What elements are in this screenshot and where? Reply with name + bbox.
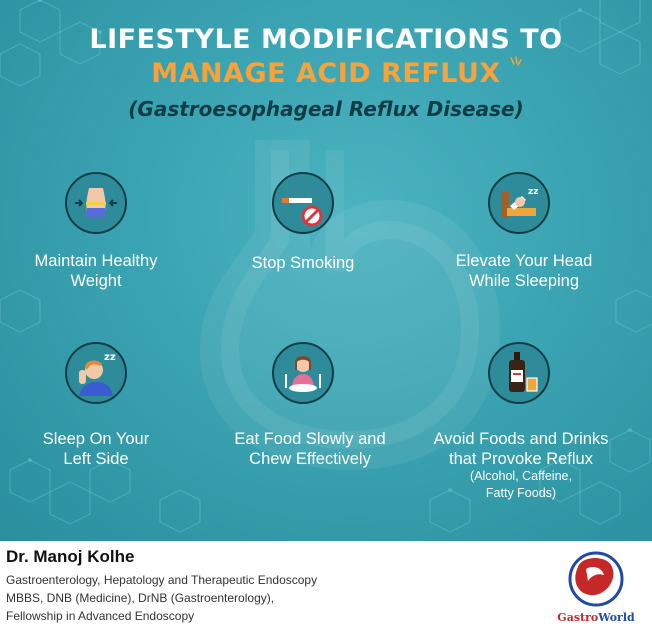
- label-maintain-healthy-weight: [0, 251, 196, 291]
- label-line: Fatty Foods): [485, 486, 557, 500]
- label-line: Elevate Your Head: [455, 252, 593, 270]
- label-line: Sleep On Your: [42, 430, 150, 448]
- doctor-footer: [0, 541, 652, 632]
- sleeping-bed-icon: [488, 172, 550, 234]
- logo-emblem-icon: [548, 547, 644, 611]
- svg-text:zz: zz: [104, 352, 116, 363]
- sleeping-person-icon: [65, 342, 127, 404]
- label-stop-smoking: [203, 253, 403, 273]
- label-line: that Provoke Reflux: [449, 450, 593, 468]
- label-sleep-on-left-side: [0, 429, 196, 469]
- label-line: Chew Effectively: [249, 450, 371, 468]
- doctor-name: Dr. Manoj Kolhe: [6, 547, 135, 566]
- label-elevate-your-head: [424, 251, 624, 291]
- label-line: (Alcohol, Caffeine,: [470, 469, 572, 483]
- title-line-1: LIFESTYLE MODIFICATIONS TO: [89, 24, 563, 55]
- label-line: Stop Smoking: [251, 254, 355, 272]
- no-smoking-icon: [272, 172, 334, 234]
- logo-text: [548, 611, 644, 624]
- liquor-bottle-icon: [488, 342, 550, 404]
- label-avoid-examples: [421, 468, 621, 502]
- gastro-world-logo: [548, 547, 644, 629]
- label-eat-food-slowly: [210, 429, 410, 469]
- label-line: Eat Food Slowly and: [234, 430, 386, 448]
- label-line: Maintain Healthy: [34, 252, 158, 270]
- waist-measure-icon: [65, 172, 127, 234]
- label-line: While Sleeping: [468, 272, 580, 290]
- eating-person-icon: [272, 342, 334, 404]
- doctor-fellowship: Fellowship in Advanced Endoscopy: [6, 609, 195, 623]
- logo-text-gastro: Gastro: [557, 611, 599, 624]
- logo-text-world: World: [598, 611, 635, 624]
- title-line-3: (Gastroesophageal Reflux Disease): [128, 97, 524, 121]
- title-line-2: MANAGE ACID REFLUX: [151, 58, 501, 89]
- label-line: Avoid Foods and Drinks: [433, 430, 609, 448]
- sparkle-icon: [508, 56, 524, 72]
- label-line: Left Side: [63, 450, 129, 468]
- svg-text:zz: zz: [528, 187, 539, 197]
- label-line: Weight: [70, 272, 122, 290]
- label-avoid-foods-and-drinks: [421, 429, 621, 469]
- doctor-degrees: MBBS, DNB (Medicine), DrNB (Gastroenterology),: [6, 591, 275, 605]
- doctor-specialty: Gastroenterology, Hepatology and Therapeutic Endoscopy: [6, 573, 318, 587]
